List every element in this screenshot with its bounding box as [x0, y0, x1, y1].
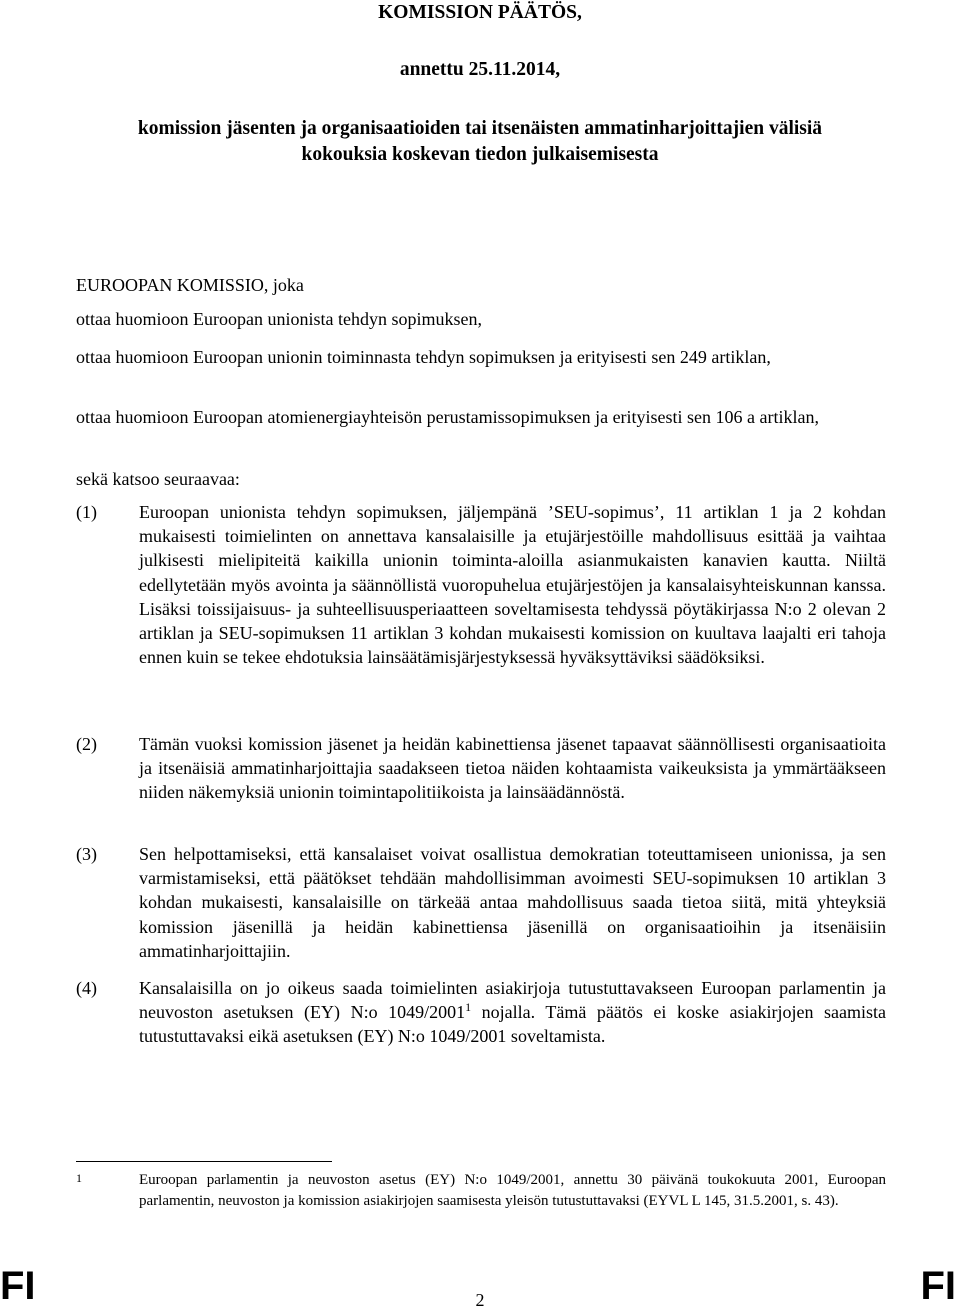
footnote-reference: 1 [465, 1000, 472, 1015]
recital-text-after: nojalla. Tämä päätös ei koske asiakirjojen saamista tutustuttavaksi eikä asetuksen (EY) N:o 1049/2001 soveltamista. [139, 1002, 886, 1047]
recital-text: Sen helpottamiseksi, että kansalaiset voivat osallistua demokratian toteuttamiseen unionissa, ja sen varmistamiseksi, että päätökset tehdään mahdollisimman avoimesti SEU-sopimuksen 10 artiklan 3 kohdan mukaisesti, kansalaisille on tärkeää antaa mahdollisuus saada tietoa siitä, mitä yhteyksiä komission jäsenillä ja heidän kabinettiensa jäsenillä on organisaatioihin ja itsenäisiin ammatinharjoittajiin. [139, 844, 886, 961]
recital-text: Euroopan unionista tehdyn sopimuksen, jäljempänä ’SEU-sopimus’, 11 artiklan 1 ja 2 kohdan mukaisesti toimielinten on annettava kansalaisille ja etujärjestöille mahdollisuus esittää ja vaihtaa julkisesti mielipiteitä kaikilla unionin toiminta-aloilla asianmukaisten kanavien kautta. Niiltä edellytetään myös avointa ja säännöllistä vuoropuhelua etujärjestöjen ja kansalaisyhteiskunnan kanssa. Lisäksi toissijaisuus- ja suhteellisuusperiaatteen soveltamisesta tehdyssä pöytäkirjassa N:o 2 olevan 2 artiklan ja SEU-sopimuksen 11 artiklan 3 kohdan mukaisesti komission on kuultava laajalti eri tahoja ennen kuin se tekee ehdotuksia lainsäätämisjärjestyksessä hyväksyttäviksi säädöksiksi. [139, 502, 886, 668]
document-date: annettu 25.11.2014, [399, 59, 561, 80]
recital-number: (1) [76, 502, 97, 522]
recital-number: (3) [76, 844, 97, 864]
document-title: KOMISSION PÄÄTÖS, [378, 2, 582, 23]
recital-text-before: Kansalaisilla on jo oikeus saada toimielinten asiakirjoja tutustuttavakseen Euroopan parlamentin ja neuvoston asetuksen (EY) N:o 1049/2001 [139, 978, 886, 1023]
preamble-citation-euratom: ottaa huomioon Euroopan atomienergiayhteisön perustamissopimuksen ja erityisesti sen 106 a artiklan, [76, 407, 820, 427]
footnote-text: Euroopan parlamentin ja neuvoston asetus (EY) N:o 1049/2001, annettu 30 päivänä toukokuuta 2001, Euroopan parlamentin, neuvoston ja komission asiakirjojen saamisesta yleisön tutustuttavaksi (EYVL L 145, 31.5.2001, s. 43). [139, 1172, 886, 1209]
preamble-line-1: EUROOPAN KOMISSIO, joka [76, 275, 304, 295]
preamble-opening [76, 272, 886, 332]
preamble-line-2: ottaa huomioon Euroopan unionista tehdyn sopimuksen, [76, 309, 482, 329]
subject-line-1: komission jäsenten ja organisaatioiden tai itsenäisten ammatinharjoittajien välisiä [137, 118, 823, 139]
document-subject [0, 116, 960, 168]
recital-number: (4) [76, 978, 97, 998]
footer-language-right: FI [920, 1264, 956, 1308]
preamble-whereas: sekä katsoo seuraavaa: [76, 469, 240, 489]
page-number: 2 [475, 1290, 485, 1310]
recital-1 [76, 500, 886, 669]
recital-2 [76, 732, 886, 805]
recital-4 [76, 976, 886, 1049]
subject-line-2: kokouksia koskevan tiedon julkaisemisesta [301, 144, 659, 165]
preamble-citation-tfeu: ottaa huomioon Euroopan unionin toiminnasta tehdyn sopimuksen ja erityisesti sen 249 artiklan, [76, 347, 771, 367]
footnote-separator [76, 1161, 332, 1162]
footer-language-left: FI [0, 1264, 36, 1308]
footnote [76, 1170, 886, 1211]
recital-number: (2) [76, 734, 97, 754]
footnote-number: 1 [76, 1171, 82, 1185]
recital-text: Tämän vuoksi komission jäsenet ja heidän kabinettiensa jäsenet tapaavat säännöllisesti organisaatioita ja itsenäisiä ammatinharjoittajia saadakseen tietoa näiden kohtaamista vaikeuksista ja ymmärtääkseen niiden näkemyksiä unionin toimintapolitiikoista ja lainsäädännöstä. [139, 734, 886, 803]
recital-text [139, 976, 886, 1049]
recital-3 [76, 842, 886, 963]
